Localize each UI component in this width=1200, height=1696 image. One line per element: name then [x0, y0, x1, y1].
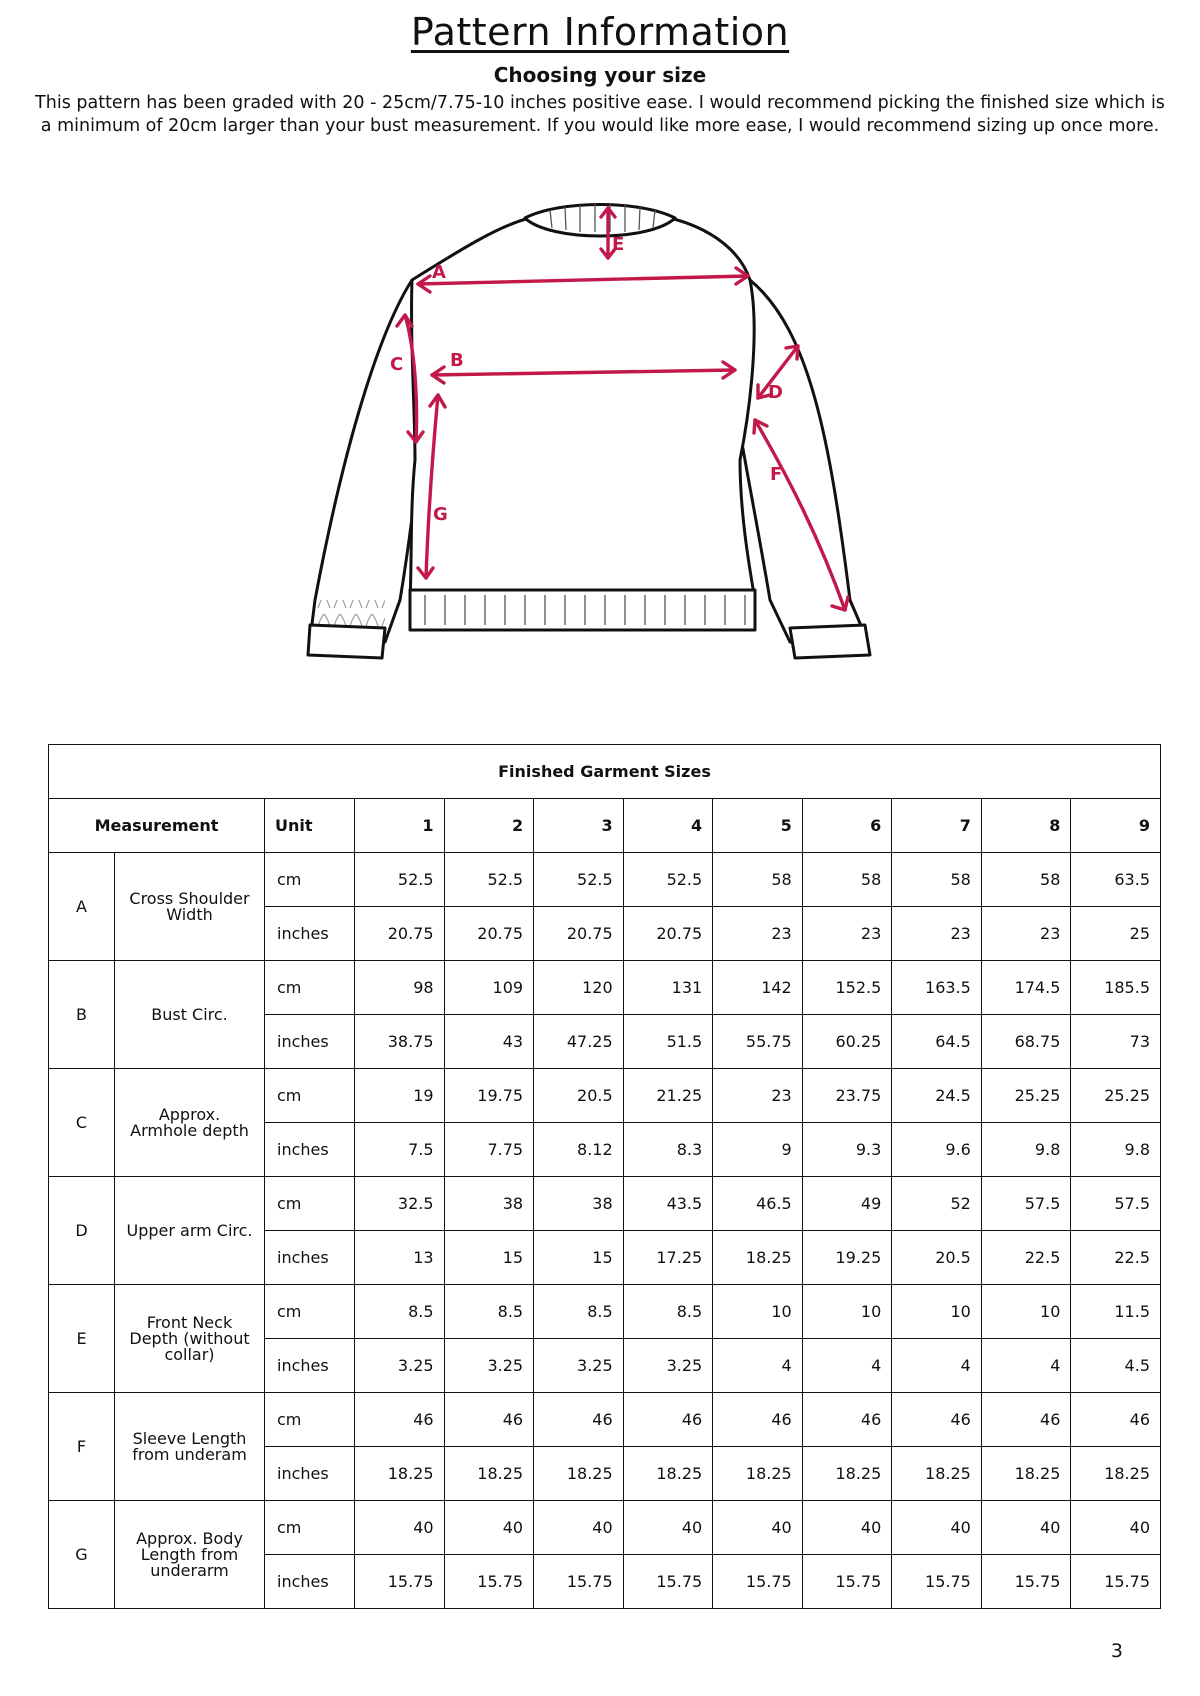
value-cell: 40: [802, 1501, 892, 1555]
value-cell: 46: [802, 1393, 892, 1447]
value-cell: 3.25: [623, 1339, 713, 1393]
value-cell: 40: [892, 1501, 982, 1555]
value-cell: 152.5: [802, 961, 892, 1015]
value-cell: 9: [713, 1123, 803, 1177]
unit-cell: inches: [265, 1555, 355, 1609]
size-header: 3: [534, 799, 624, 853]
value-cell: 49: [802, 1177, 892, 1231]
value-cell: 10: [981, 1285, 1071, 1339]
value-cell: 20.75: [623, 907, 713, 961]
unit-cell: inches: [265, 1015, 355, 1069]
unit-cell: inches: [265, 1231, 355, 1285]
value-cell: 7.5: [355, 1123, 445, 1177]
table-row: [49, 1393, 1161, 1447]
value-cell: 57.5: [981, 1177, 1071, 1231]
value-cell: 46: [1071, 1393, 1161, 1447]
measurement-name: Bust Circ.: [115, 961, 265, 1069]
unit-cell: cm: [265, 853, 355, 907]
value-cell: 8.12: [534, 1123, 624, 1177]
value-cell: 20.75: [534, 907, 624, 961]
unit-cell: cm: [265, 1501, 355, 1555]
measurement-letter: E: [49, 1285, 115, 1393]
value-cell: 163.5: [892, 961, 982, 1015]
sweater-body: [410, 218, 755, 600]
value-cell: 15.75: [981, 1555, 1071, 1609]
value-cell: 46: [892, 1393, 982, 1447]
value-cell: 21.25: [623, 1069, 713, 1123]
value-cell: 8.5: [623, 1285, 713, 1339]
value-cell: 63.5: [1071, 853, 1161, 907]
measurement-name: Approx. Armhole depth: [115, 1069, 265, 1177]
hem-rib: [410, 590, 755, 630]
value-cell: 32.5: [355, 1177, 445, 1231]
value-cell: 17.25: [623, 1231, 713, 1285]
value-cell: 18.25: [623, 1447, 713, 1501]
value-cell: 20.75: [355, 907, 445, 961]
unit-cell: inches: [265, 1447, 355, 1501]
intro-paragraph: This pattern has been graded with 20 - 25cm/7.75-10 inches positive ease. I would recommend picking the finished size which is a minimum of 20cm larger than your bust measurement. If you would like more ease, I would recommend sizing up once more.: [35, 93, 1165, 136]
section-subtitle: Choosing your size: [493, 63, 707, 87]
value-cell: 20.5: [534, 1069, 624, 1123]
value-cell: 15.75: [713, 1555, 803, 1609]
value-cell: 15.75: [623, 1555, 713, 1609]
value-cell: 23.75: [802, 1069, 892, 1123]
value-cell: 58: [713, 853, 803, 907]
value-cell: 46: [355, 1393, 445, 1447]
value-cell: 22.5: [981, 1231, 1071, 1285]
value-cell: 15: [444, 1231, 534, 1285]
unit-cell: cm: [265, 1393, 355, 1447]
value-cell: 46: [534, 1393, 624, 1447]
label-a: A: [432, 262, 446, 283]
value-cell: 58: [892, 853, 982, 907]
value-cell: 40: [623, 1501, 713, 1555]
label-f: F: [770, 464, 783, 485]
value-cell: 38.75: [355, 1015, 445, 1069]
value-cell: 40: [1071, 1501, 1161, 1555]
value-cell: 52.5: [623, 853, 713, 907]
label-g: G: [433, 504, 448, 525]
value-cell: 185.5: [1071, 961, 1161, 1015]
measurement-letter: B: [49, 961, 115, 1069]
value-cell: 25: [1071, 907, 1161, 961]
value-cell: 8.3: [623, 1123, 713, 1177]
page-title: Pattern Information: [410, 10, 790, 54]
value-cell: 40: [355, 1501, 445, 1555]
value-cell: 131: [623, 961, 713, 1015]
value-cell: 46: [713, 1393, 803, 1447]
measurement-letter: A: [49, 853, 115, 961]
size-header: 8: [981, 799, 1071, 853]
value-cell: 40: [981, 1501, 1071, 1555]
value-cell: 98: [355, 961, 445, 1015]
table-row: [49, 961, 1161, 1015]
value-cell: 18.25: [713, 1231, 803, 1285]
value-cell: 15.75: [802, 1555, 892, 1609]
value-cell: 3.25: [355, 1339, 445, 1393]
left-cuff: [308, 625, 385, 658]
unit-cell: cm: [265, 961, 355, 1015]
unit-cell: inches: [265, 1123, 355, 1177]
value-cell: 23: [713, 907, 803, 961]
value-cell: 4: [892, 1339, 982, 1393]
page-number: 3: [1110, 1640, 1123, 1662]
value-cell: 8.5: [355, 1285, 445, 1339]
measurement-letter: C: [49, 1069, 115, 1177]
value-cell: 19.75: [444, 1069, 534, 1123]
value-cell: 9.8: [981, 1123, 1071, 1177]
value-cell: 9.8: [1071, 1123, 1161, 1177]
table-row: [49, 1069, 1161, 1123]
value-cell: 51.5: [623, 1015, 713, 1069]
unit-cell: cm: [265, 1285, 355, 1339]
value-cell: 109: [444, 961, 534, 1015]
value-cell: 23: [802, 907, 892, 961]
value-cell: 25.25: [981, 1069, 1071, 1123]
value-cell: 43.5: [623, 1177, 713, 1231]
value-cell: 7.75: [444, 1123, 534, 1177]
value-cell: 58: [802, 853, 892, 907]
value-cell: 52: [892, 1177, 982, 1231]
value-cell: 20.75: [444, 907, 534, 961]
value-cell: 46: [623, 1393, 713, 1447]
value-cell: 15.75: [355, 1555, 445, 1609]
unit-cell: cm: [265, 1177, 355, 1231]
value-cell: 18.25: [355, 1447, 445, 1501]
value-cell: 55.75: [713, 1015, 803, 1069]
label-c: C: [390, 354, 404, 375]
value-cell: 43: [444, 1015, 534, 1069]
table-row: [49, 1501, 1161, 1555]
value-cell: 18.25: [534, 1447, 624, 1501]
label-d: D: [768, 382, 783, 403]
value-cell: 18.25: [713, 1447, 803, 1501]
value-cell: 18.25: [444, 1447, 534, 1501]
table-caption: Finished Garment Sizes: [49, 745, 1161, 799]
value-cell: 23: [981, 907, 1071, 961]
value-cell: 58: [981, 853, 1071, 907]
value-cell: 3.25: [534, 1339, 624, 1393]
value-cell: 40: [713, 1501, 803, 1555]
measurement-name: Sleeve Length from underam: [115, 1393, 265, 1501]
value-cell: 40: [534, 1501, 624, 1555]
measurement-letter: F: [49, 1393, 115, 1501]
value-cell: 19.25: [802, 1231, 892, 1285]
value-cell: 8.5: [534, 1285, 624, 1339]
value-cell: 15.75: [534, 1555, 624, 1609]
table-row: [49, 1177, 1161, 1231]
value-cell: 4: [981, 1339, 1071, 1393]
size-header: 4: [623, 799, 713, 853]
value-cell: 38: [444, 1177, 534, 1231]
value-cell: 4: [713, 1339, 803, 1393]
value-cell: 4.5: [1071, 1339, 1161, 1393]
value-cell: 13: [355, 1231, 445, 1285]
value-cell: 52.5: [534, 853, 624, 907]
measurement-letter: G: [49, 1501, 115, 1609]
size-header: 1: [355, 799, 445, 853]
value-cell: 23: [892, 907, 982, 961]
value-cell: 52.5: [355, 853, 445, 907]
value-cell: 46: [981, 1393, 1071, 1447]
measurement-name: Front Neck Depth (without collar): [115, 1285, 265, 1393]
value-cell: 15: [534, 1231, 624, 1285]
value-cell: 64.5: [892, 1015, 982, 1069]
value-cell: 73: [1071, 1015, 1161, 1069]
value-cell: 52.5: [444, 853, 534, 907]
value-cell: 10: [713, 1285, 803, 1339]
value-cell: 25.25: [1071, 1069, 1161, 1123]
size-header: 2: [444, 799, 534, 853]
value-cell: 15.75: [892, 1555, 982, 1609]
value-cell: 18.25: [981, 1447, 1071, 1501]
right-cuff: [790, 625, 870, 658]
value-cell: 60.25: [802, 1015, 892, 1069]
value-cell: 20.5: [892, 1231, 982, 1285]
value-cell: 47.25: [534, 1015, 624, 1069]
value-cell: 18.25: [892, 1447, 982, 1501]
value-cell: 142: [713, 961, 803, 1015]
value-cell: 120: [534, 961, 624, 1015]
size-header: 9: [1071, 799, 1161, 853]
unit-cell: cm: [265, 1069, 355, 1123]
label-b: B: [450, 350, 464, 371]
value-cell: 4: [802, 1339, 892, 1393]
value-cell: 57.5: [1071, 1177, 1161, 1231]
sizes-table: [48, 744, 1161, 1609]
label-e: E: [612, 234, 625, 255]
value-cell: 9.3: [802, 1123, 892, 1177]
value-cell: 24.5: [892, 1069, 982, 1123]
value-cell: 9.6: [892, 1123, 982, 1177]
value-cell: 19: [355, 1069, 445, 1123]
value-cell: 15.75: [444, 1555, 534, 1609]
table-row: [49, 853, 1161, 907]
measurement-name: Cross Shoulder Width: [115, 853, 265, 961]
value-cell: 46.5: [713, 1177, 803, 1231]
size-header: 6: [802, 799, 892, 853]
size-header: 7: [892, 799, 982, 853]
value-cell: 46: [444, 1393, 534, 1447]
value-cell: 22.5: [1071, 1231, 1161, 1285]
value-cell: 174.5: [981, 961, 1071, 1015]
measurement-name: Approx. Body Length from underarm: [115, 1501, 265, 1609]
sweater-diagram: [300, 180, 920, 720]
value-cell: 10: [802, 1285, 892, 1339]
measurement-letter: D: [49, 1177, 115, 1285]
value-cell: 15.75: [1071, 1555, 1161, 1609]
value-cell: 11.5: [1071, 1285, 1161, 1339]
unit-cell: inches: [265, 907, 355, 961]
measurement-header: Measurement: [49, 799, 265, 853]
value-cell: 3.25: [444, 1339, 534, 1393]
value-cell: 10: [892, 1285, 982, 1339]
unit-cell: inches: [265, 1339, 355, 1393]
value-cell: 8.5: [444, 1285, 534, 1339]
value-cell: 40: [444, 1501, 534, 1555]
unit-header: Unit: [265, 799, 355, 853]
measurement-name: Upper arm Circ.: [115, 1177, 265, 1285]
value-cell: 18.25: [802, 1447, 892, 1501]
value-cell: 68.75: [981, 1015, 1071, 1069]
value-cell: 38: [534, 1177, 624, 1231]
size-header: 5: [713, 799, 803, 853]
value-cell: 18.25: [1071, 1447, 1161, 1501]
value-cell: 23: [713, 1069, 803, 1123]
table-row: [49, 1285, 1161, 1339]
